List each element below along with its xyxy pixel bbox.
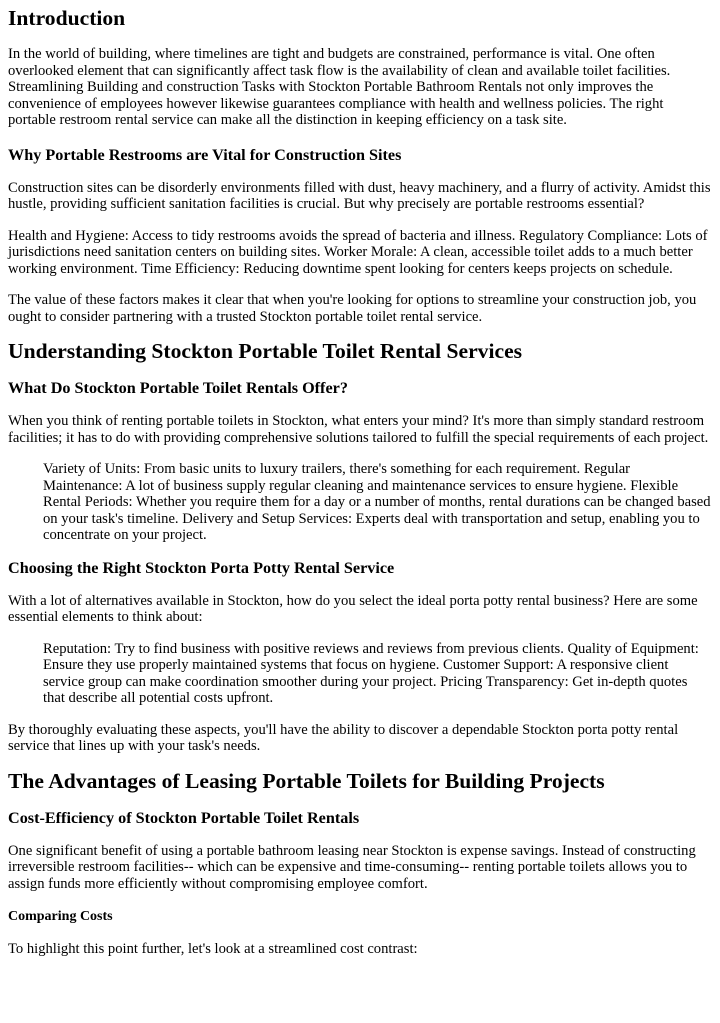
intro-paragraph: In the world of building, where timelines are tight and budgets are constrained, performance is vital. One often overlooked element that can significantly affect task flow is the availability of clean and available toilet facilities. Streamlining Building and construction Tasks with Stockton Portable Bathroom Rentals not only improves the convenience of employees however likewise guarantees compliance with health and wellness policies. The right portable restroom rental service can make all the distinction in keeping efficiency on a task site.: [8, 46, 671, 128]
offer-quote: Variety of Units: From basic units to luxury trailers, there's something for each requirement. Regular Maintenance: A lot of business supply regular cleaning and maintenance services to ensure hygiene. Flexible Rental Periods: Whether you require them for a day or a number of months, rental durations can be changed based on your task's timeline. Delivery and Setup Services: Experts deal with transportation and setup, enabling you to concentrate on your project.: [43, 461, 711, 543]
intro-heading: Introduction: [8, 6, 126, 30]
comparing-paragraph: To highlight this point further, let's look at a streamlined cost contrast:: [8, 941, 418, 957]
choosing-quote: Reputation: Try to find business with positive reviews and reviews from previous clients. Quality of Equipment: Ensure they use properly maintained systems that focus on hygiene. Customer Support: A responsive client service group can make coordination smoother during your project. Pricing Transparency: Get in-depth quotes that describe all potential costs upfront.: [43, 640, 699, 706]
offer-heading: What Do Stockton Portable Toilet Rentals Offer?: [8, 379, 348, 397]
advantages-heading: The Advantages of Leasing Portable Toilets for Building Projects: [8, 768, 605, 793]
understanding-heading: Understanding Stockton Portable Toilet Rental Services: [8, 339, 523, 363]
choosing-paragraph-2: By thoroughly evaluating these aspects, you'll have the ability to discover a dependable Stockton porta potty rental service that lines up with your task's needs.: [8, 721, 679, 754]
why-heading: Why Portable Restrooms are Vital for Construction Sites: [8, 145, 402, 164]
why-paragraph-2: Health and Hygiene: Access to tidy restrooms avoids the spread of bacteria and illness. Regulatory Compliance: Lots of jurisdictions need sanitation centers on building sites. Worker Morale: A clean, accessible toilet adds to a much better working environment. Time Efficiency: Reducing downtime spent looking for centers keeps projects on schedule.: [8, 227, 708, 277]
document: [0, 6, 720, 958]
offer-paragraph: When you think of renting portable toilets in Stockton, what enters your mind? It's more than simply standard restroom facilities; it has to do with providing comprehensive solutions tailored to fulfill the special requirements of each project.: [8, 413, 709, 446]
cost-heading: Cost-Efficiency of Stockton Portable Toilet Rentals: [8, 808, 360, 827]
choosing-heading: Choosing the Right Stockton Porta Potty Rental Service: [8, 558, 395, 577]
choosing-paragraph: With a lot of alternatives available in Stockton, how do you select the ideal porta potty rental business? Here are some essential elements to think about:: [8, 592, 698, 625]
comparing-heading: Comparing Costs: [8, 909, 113, 924]
why-paragraph-3: The value of these factors makes it clear that when you're looking for options to streamline your construction job, you ought to consider partnering with a trusted Stockton portable toilet rental service.: [8, 292, 697, 325]
cost-paragraph: One significant benefit of using a portable bathroom leasing near Stockton is expense savings. Instead of constructing irreversible restroom facilities-- which can be expensive and time-consuming-- renting portable toilets allows you to assign funds more efficiently without compromising employee comfort.: [8, 842, 696, 892]
why-paragraph-1: Construction sites can be disorderly environments filled with dust, heavy machinery, and a flurry of activity. Amidst this hustle, providing sufficient sanitation facilities is crucial. But why precisely are portable restrooms essential?: [8, 179, 711, 212]
